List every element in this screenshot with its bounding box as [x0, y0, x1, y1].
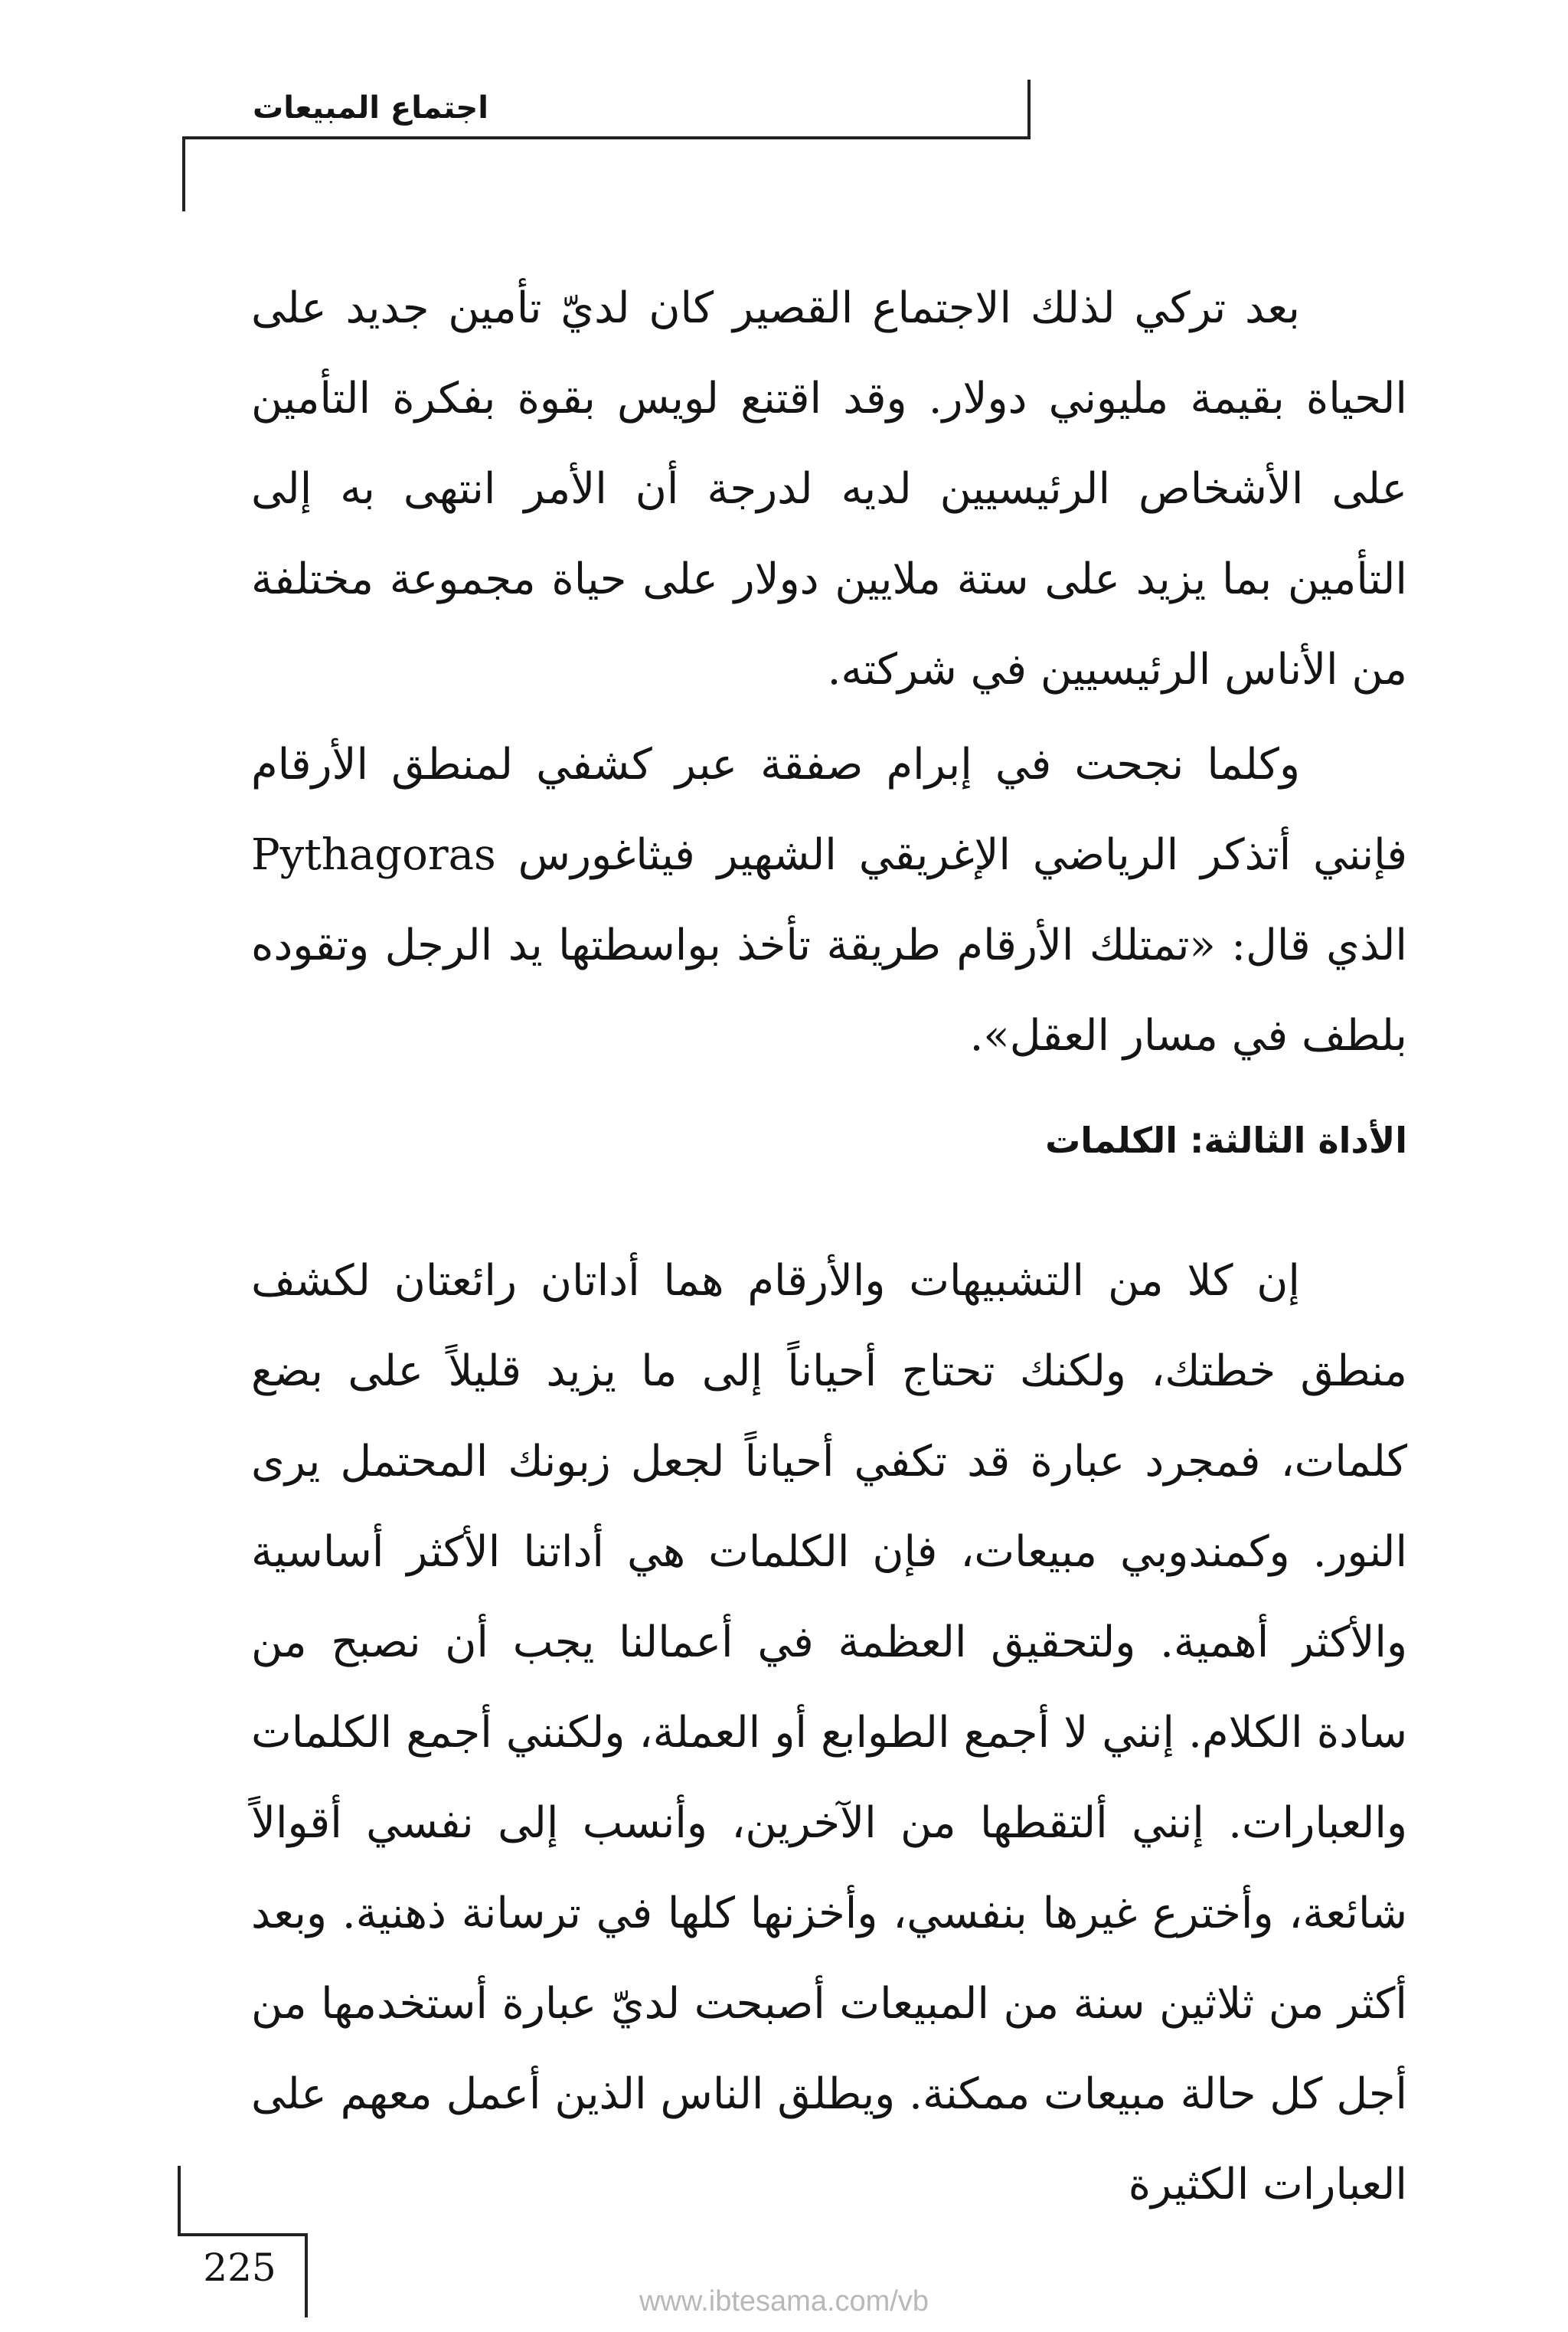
paragraph-1: بعد تركي لذلك الاجتماع القصير كان لديّ تأمين جديد على الحياة بقيمة مليوني دولار. وقد اقتنع لويس بقوة بفكرة التأمين على الأشخاص الرئيسيين لديه لدرجة أن الأمر انتهى به إلى التأمين بما يزيد على ستة ملايين دولار على حياة مجموعة مختلفة من الأناس الرئيسيين في شركته. [251, 283, 1407, 695]
paragraph-3: إن كلا من التشبيهات والأرقام هما أداتان رائعتان لكشف منطق خطتك، ولكنك تحتاج أحياناً إلى ما يزيد قليلاً على بضع كلمات، فمجرد عبارة قد تكفي أحياناً لجعل زبونك المحتمل يرى النور. وكمندوبي مبيعات، فإن الكلمات هي أداتنا الأكثر أساسية والأكثر أهمية. ولتحقيق العظمة في أعمالنا يجب أن نصبح من سادة الكلام. إنني لا أجمع الطوابع أو العملة، ولكنني أجمع الكلمات والعبارات. إنني ألتقطها من الآخرين، وأنسب إلى نفسي أقوالاً شائعة، وأخترع غيرها بنفسي، وأخزنها كلها في ترسانة ذهنية. وبعد أكثر من ثلاثين سنة من المبيعات أصبحت لديّ عبارة أستخدمها من أجل كل حالة مبيعات ممكنة. ويطلق الناس الذين أعمل معهم على العبارات الكثيرة [251, 1256, 1408, 2209]
header-rule [182, 136, 1031, 139]
footer-rule-left [178, 2166, 181, 2235]
watermark-url: www.ibtesama.com/vb [639, 2285, 929, 2317]
footer-rule [178, 2233, 308, 2236]
header-rule-right [1027, 80, 1031, 139]
page-number: 225 [203, 2245, 276, 2290]
running-header: اجتماع المبيعات [253, 90, 488, 126]
section-title: الأداة الثالثة: الكلمات [1045, 1120, 1407, 1161]
header-rule-left [182, 136, 185, 211]
paragraph-2: وكلما نجحت في إبرام صفقة عبر كشفي لمنطق الأرقام فإنني أتذكر الرياضي الإغريقي الشهير فيثاغورس Pythagoras الذي قال: «تمتلك الأرقام طريقة تأخذ بواسطتها يد الرجل وتقوده بلطف في مسار العقل». [251, 740, 1407, 1061]
